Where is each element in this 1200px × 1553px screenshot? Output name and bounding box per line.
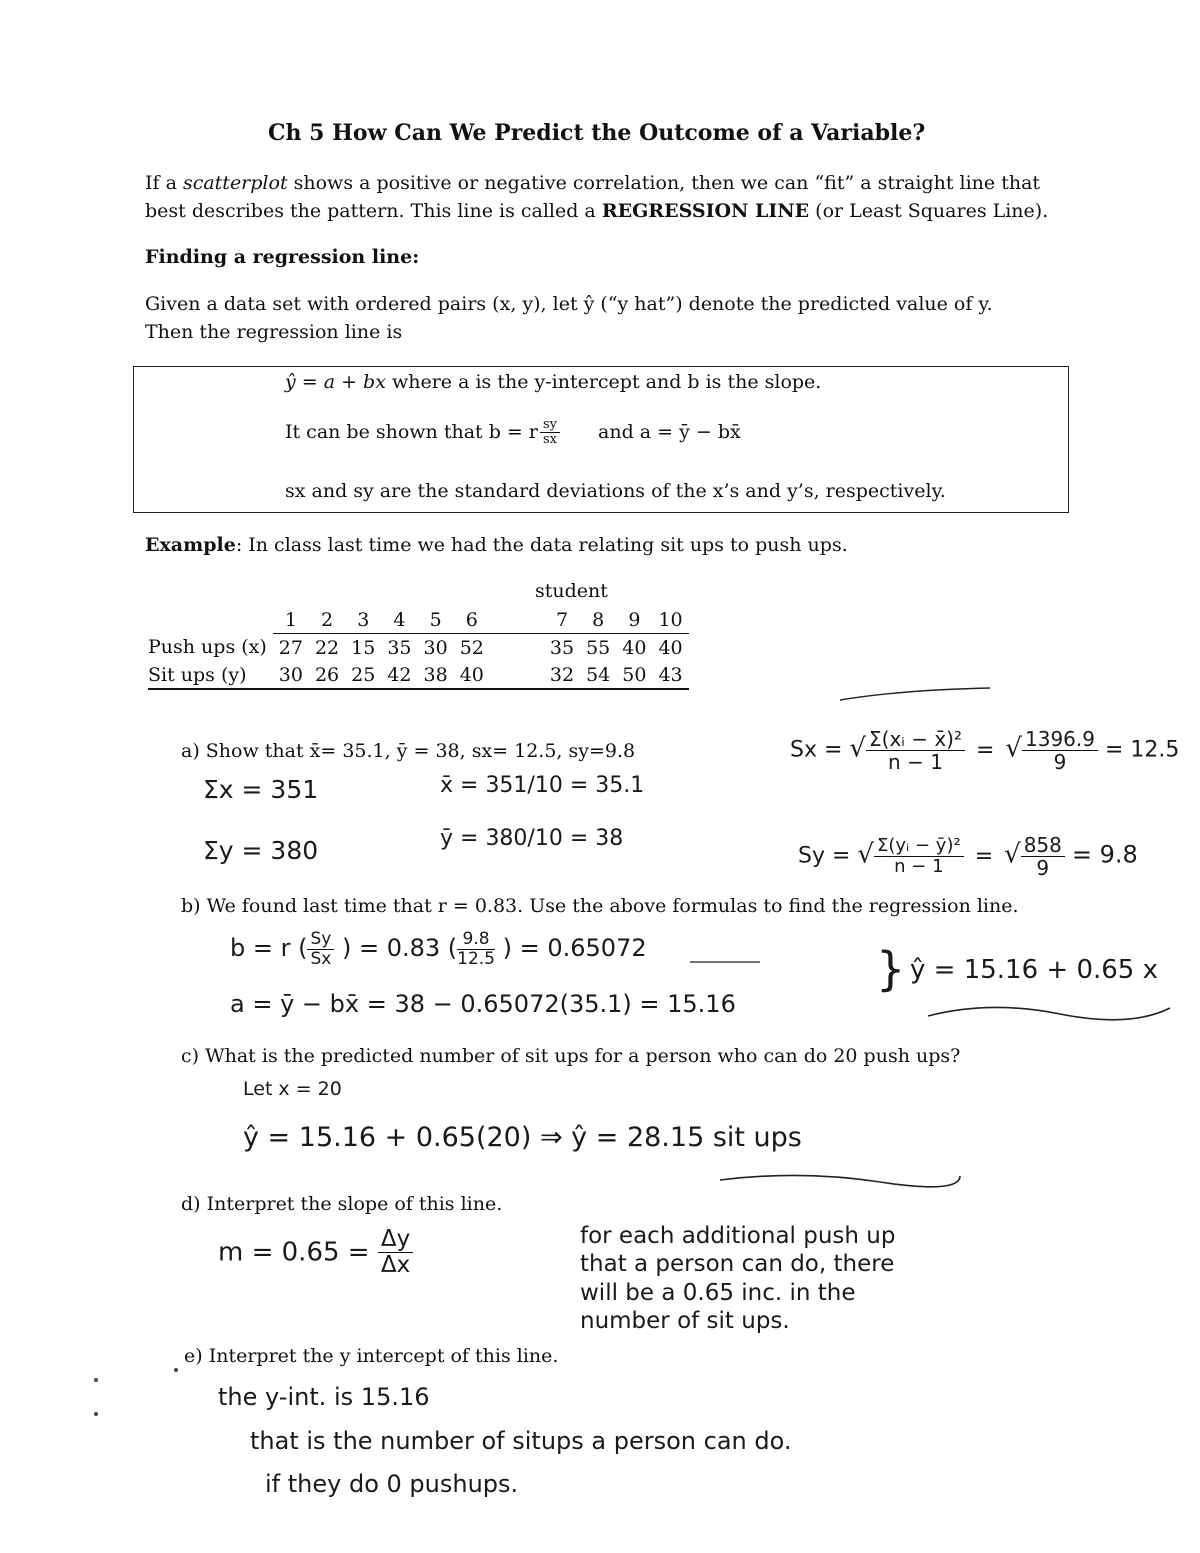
table-cell: 30 — [423, 636, 448, 659]
table-cell: 43 — [652, 661, 688, 689]
student-number: 8 — [580, 606, 616, 634]
standard-deviation-note: sx and sy are the standard deviations of the x’s and y’s, respectively. — [285, 480, 946, 502]
table-cell: 35 — [387, 636, 412, 659]
student-number: 4 — [381, 606, 417, 634]
student-number: 7 — [544, 606, 580, 634]
student-number: 3 — [345, 606, 381, 634]
table-cell: 55 — [586, 636, 611, 659]
slope-intercept-formulas: It can be shown that b = r $\frac{sy}{sx}$ and a = ȳ − bx̄ — [285, 417, 741, 448]
question-c: c) What is the predicted number of sit ups for a person who can do 20 push ups? — [181, 1045, 961, 1067]
question-d: d) Interpret the slope of this line. — [181, 1193, 503, 1215]
student-number: 2 — [309, 606, 345, 634]
table-cell: 30 — [273, 661, 309, 689]
table-cell: 15 — [351, 636, 376, 659]
student-number: 10 — [652, 606, 688, 634]
table-cell: 22 — [314, 636, 340, 659]
table-cell: 38 — [418, 661, 454, 689]
table-caption: student — [535, 580, 608, 602]
table-cell: 26 — [309, 661, 345, 689]
handwritten-let-x: Let x = 20 — [243, 1078, 342, 1100]
intro-line-1: If a scatterplot shows a positive or negative correlation, then we can “fit” a straight line that — [145, 172, 1041, 194]
student-number: 1 — [273, 606, 309, 634]
handwritten-mean-y: ȳ = 380/10 = 38 — [440, 826, 624, 851]
handwritten-regression-line: ŷ = 15.16 + 0.65 x — [910, 955, 1158, 985]
radical-overline-sx — [840, 688, 990, 700]
student-number: 6 — [454, 606, 544, 634]
handwritten-intercept-line-2: that is the number of situps a person can do. — [250, 1427, 792, 1455]
intro-line-2: best describes the pattern. This line is called a REGRESSION LINE (or Least Squares Line). — [145, 199, 1049, 222]
finding-line-2: Then the regression line is — [145, 320, 403, 343]
finding-line-1: Given a data set with ordered pairs (x, y), let ŷ (“y hat”) denote the predicted value of y. — [145, 293, 993, 315]
example-text: Example: In class last time we had the data relating sit ups to push ups. — [145, 534, 848, 556]
table-cell: 40 — [454, 661, 544, 689]
table-cell: 27 — [278, 636, 303, 659]
table-cell: 32 — [544, 661, 580, 689]
handwritten-intercept-line-1: the y-int. is 15.16 — [218, 1383, 430, 1411]
underline-regression — [928, 1007, 1170, 1019]
student-number: 9 — [616, 606, 652, 634]
handwritten-slope: m = 0.65 = $\frac{\Delta y}{\Delta x}$ — [218, 1227, 413, 1279]
scan-speck — [174, 1368, 178, 1372]
regression-equation: ŷ = a + bx where a is the y-intercept and b is the slope. — [285, 371, 822, 393]
table-cell: 52 — [459, 636, 484, 659]
handwritten-sum-y: Σy = 380 — [203, 836, 319, 865]
question-a: a) Show that x̄= 35.1, ȳ = 38, sx= 12.5, sy=9.8 — [181, 740, 636, 762]
table-cell: 40 — [622, 636, 647, 659]
student-number: 5 — [418, 606, 454, 634]
table-cell: 42 — [381, 661, 417, 689]
handwritten-intercept-calc: a = ȳ − bx̄ = 38 − 0.65072(35.1) = 15.16 — [230, 990, 736, 1018]
table-cell: 54 — [580, 661, 616, 689]
table-cell: 35 — [549, 636, 575, 659]
row-label: Push ups (x) — [148, 636, 267, 659]
page-title: Ch 5 How Can We Predict the Outcome of a Variable? — [268, 120, 926, 146]
handwritten-intercept-line-3: if they do 0 pushups. — [265, 1470, 519, 1498]
handwritten-sum-x: Σx = 351 — [203, 775, 319, 804]
scan-speck — [94, 1412, 98, 1416]
underline-prediction — [720, 1175, 960, 1186]
handwritten-slope-calc: b = r ( $\frac{Sy}{Sx}$ ) = 0.83 ( $\frac{9.8}{12.5}$ ) = 0.65072 — [230, 929, 647, 969]
table-cell: 40 — [658, 636, 683, 659]
scan-speck — [94, 1378, 98, 1382]
handwritten-prediction: ŷ = 15.16 + 0.65(20) ⇒ ŷ = 28.15 sit ups — [243, 1122, 802, 1153]
handwritten-slope-interpretation: for each additional push up that a person can do, there will be a 0.65 inc. in the number of sit ups. — [580, 1223, 896, 1334]
handwritten-mean-x: x̄ = 351/10 = 35.1 — [440, 773, 645, 798]
question-e: e) Interpret the y intercept of this line. — [184, 1345, 559, 1367]
table-cell: 25 — [345, 661, 381, 689]
handwritten-sx-formula: Sx = √ $\frac{\text{Σ(xᵢ − x̄)²}}{n - 1}$ = √ $\frac{1396.9}{9}$ = 12.5 — [790, 727, 1180, 774]
row-label: Sit ups (y) — [148, 661, 273, 689]
finding-heading: Finding a regression line: — [145, 246, 420, 268]
question-b: b) We found last time that r = 0.83. Use the above formulas to find the regression line. — [181, 895, 1019, 917]
handwritten-sy-formula: Sy = √ $\frac{\text{Σ(yᵢ − ȳ)²}}{n - 1}$ = √ $\frac{858}{9}$ = 9.8 — [798, 833, 1138, 880]
curly-brace: } — [876, 942, 906, 996]
table-cell: 50 — [616, 661, 652, 689]
